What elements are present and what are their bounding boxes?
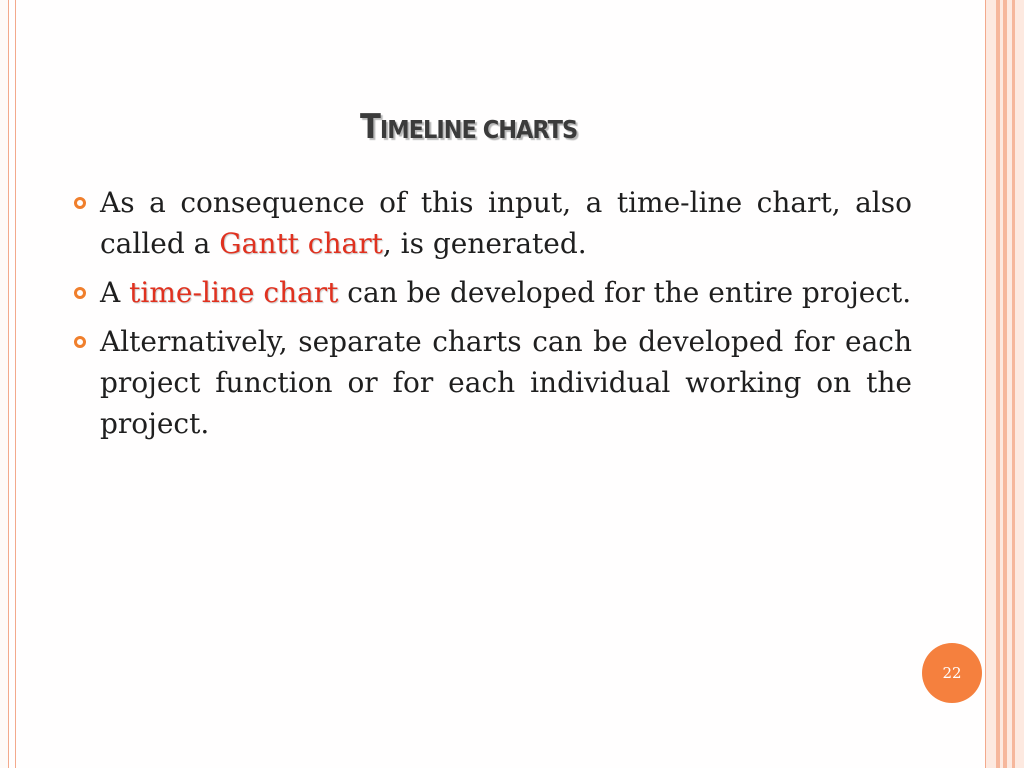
bullet-list [70,182,912,452]
left-border-line [15,0,16,768]
bullet-item [70,182,912,264]
bullet-item [70,272,912,313]
bullet-text: A [100,276,130,309]
title-rest: IMELINE CHARTS [379,115,578,144]
highlight-term: time-line chart [129,276,339,309]
left-border-line [8,0,9,768]
bullet-text: can be developed for the entire project. [338,276,912,309]
page-number-badge: 22 [922,643,982,703]
bullet-text: , is generated. [382,227,587,260]
bullet-text: As a consequence of this input, a time-line chart, also called a [100,186,912,260]
circle-bullet-icon [74,197,86,209]
slide-title [360,107,577,147]
title-initial: T [360,107,380,147]
bullet-item [70,321,912,444]
highlight-term: Gantt chart [219,227,383,260]
circle-bullet-icon [74,287,86,299]
bullet-text: Alternatively, separate charts can be developed for each project function or for each individual working on the project. [100,325,912,440]
circle-bullet-icon [74,336,86,348]
slide [8,0,985,768]
right-decorative-stripes [985,0,1024,768]
